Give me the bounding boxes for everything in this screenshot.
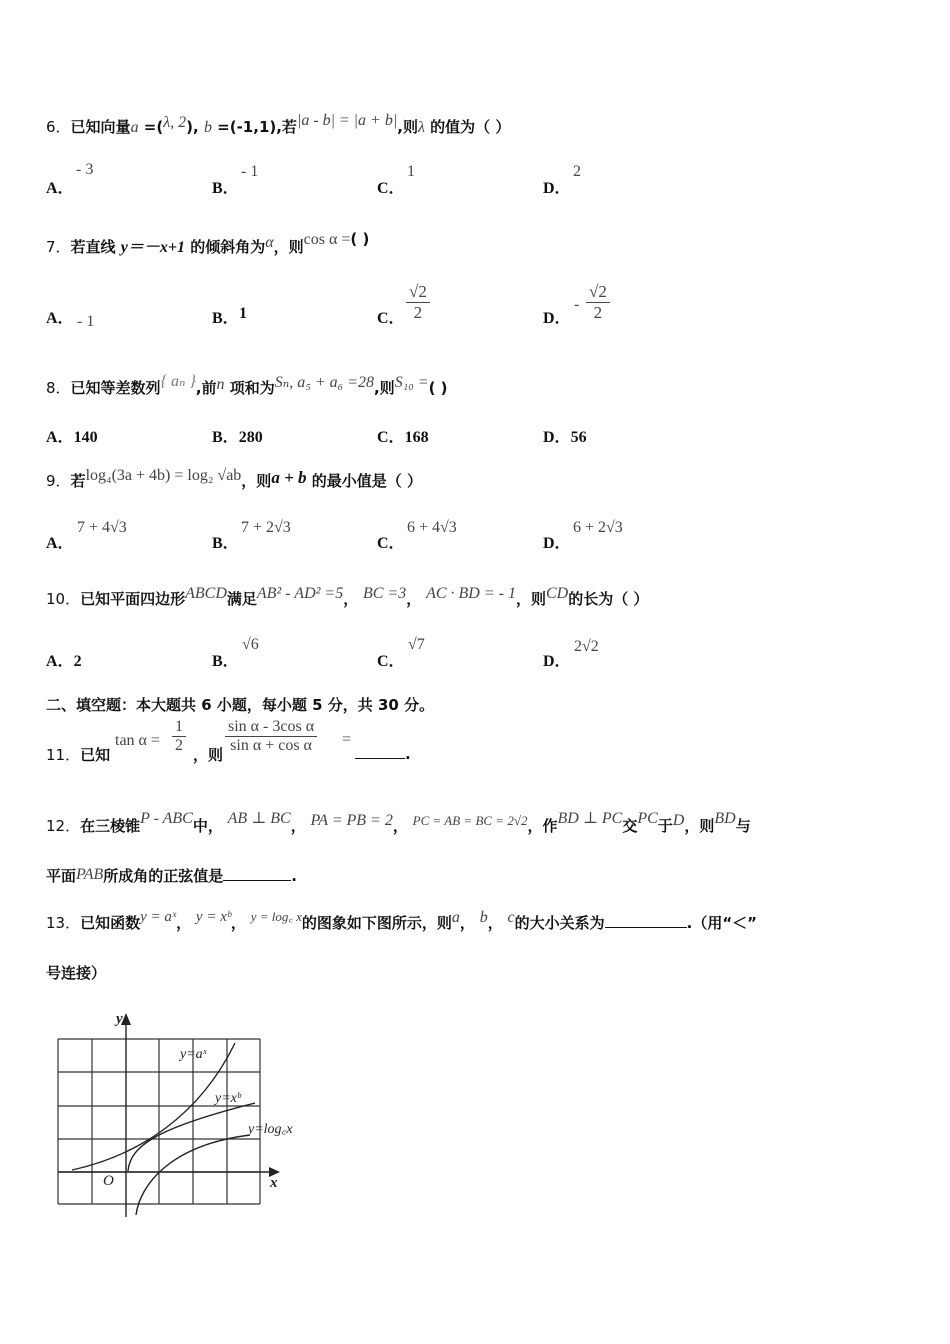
q12-text-4: 交 [622,817,638,835]
q12-condition-1: AB ⊥ BC [227,810,291,827]
q9-option-c-value: 6 + 4√3 [407,519,457,536]
q10-option-c-value: √7 [408,636,425,653]
q9-text-3: 的最小值是（ ） [306,472,422,490]
graph-label-exponential: y=aˣ [180,1047,207,1062]
q7-option-d-label: D． [543,310,571,327]
q10-cd: CD [545,585,569,602]
q9-option-d-label: D． [543,535,571,552]
q9-line [46,467,422,491]
q9-option-b-value: 7 + 2√3 [241,519,291,536]
q8-option-a-label: A． [46,429,74,446]
q6-vector-a: a [130,119,139,136]
q8-option-b-label: B． [212,429,239,446]
q9-text-2: ，则 [241,472,272,490]
q12-text-5: 于 [657,817,673,835]
q8-option-d-label: D． [543,429,571,446]
q8-s10: S₁₀ = [394,374,429,391]
q13-text-4: .（用 [686,914,723,932]
q6-option-a-value: - 3 [76,161,94,178]
q10-text-4: 的长为（ ） [568,590,649,608]
q7-option-c-label: C． [377,310,405,327]
q12-line-1 [46,810,751,836]
q10-condition-3: AC · BD = - 1 [426,585,516,602]
q8-n: n [216,376,225,393]
q13-func-a: y = aˣ [140,909,177,925]
q7-alpha: α [265,234,274,251]
q7-option-b-value: 1 [239,305,247,322]
q6-vector-b: b [203,119,212,136]
q7-option-c-denominator: 2 [413,303,423,322]
q8-condition: , a₅ + a₆ =28 [289,374,374,391]
q6-lambda-2: λ [417,119,425,136]
q10-sep-1: ， [343,590,359,608]
q7-text-3: ，则 [273,238,304,256]
q7-option-d-sign: - [574,296,580,313]
q6-lambda: λ, 2 [163,114,187,131]
q10-condition-2: BC =3 [363,585,407,602]
q11-text-1: 已知 [80,746,111,764]
q9-option-a-label: A． [46,535,74,552]
q7-option-b-label: B． [212,310,239,327]
q10-number: 10． [46,590,81,608]
q13-line-1 [46,909,758,933]
section-2-heading: 二、填空题：本大题共 6 小题，每小题 5 分，共 30 分。 [46,696,435,714]
q7-option-c-numerator: √2 [406,282,430,303]
q6-option-b-value: - 1 [241,163,259,180]
q6-option-c-label: C． [377,180,405,197]
q8-sn: Sₙ [274,374,290,391]
q8-line [46,373,448,398]
q7-option-a-value: - 1 [77,313,95,330]
q12-end: . [291,867,297,885]
q8-option-b [212,424,263,447]
q13-less-than: “＜” [722,914,758,932]
q12-text-1: 在三棱锥 [80,817,141,835]
q8-option-c-value: 168 [404,429,429,446]
q6-text-6: 的值为（ ） [424,118,511,136]
q10-option-a-value: 2 [73,653,82,670]
q7-text-1: 若直线 [70,238,121,256]
q9-option-a-value: 7 + 4√3 [77,519,127,536]
q6-option-c-value: 1 [407,163,415,180]
q10-option-a-label: A． [46,653,74,670]
q11-half-denominator: 2 [175,737,183,754]
q8-option-a [46,424,98,447]
q12-text-2: 中， [192,817,223,835]
q9-number: 9． [46,472,71,490]
q13-text-2: 的图象如下图所示，则 [301,914,452,932]
q7-option-c-fraction [406,282,430,323]
q11-tan-alpha: tan α = [115,732,160,749]
q9-option-d-value: 6 + 2√3 [573,519,623,536]
q13-number: 13． [46,914,81,932]
q13-c: c [507,909,515,926]
q8-text-2: ,前 [195,379,217,397]
q8-text-4: ,则 [373,379,395,397]
q7-line-equation: y＝－x+1 [120,239,186,256]
q11-half [172,718,186,755]
q8-paren: ( ) [428,379,448,397]
q6-number: 6． [46,118,71,136]
q6-text-3: ), [186,118,204,136]
q13-sep-1: ， [176,914,192,932]
q7-line [46,230,370,257]
q6-text-5: ,则 [397,118,418,136]
q12-line-2 [46,865,297,886]
q13-function-graph [50,1005,310,1220]
q13-answer-blank[interactable] [605,913,687,928]
q12-condition-2: PA = PB = 2 [310,812,393,829]
q10-text-1: 已知平面四边形 [80,590,186,608]
q13-text-3: 的大小关系为 [514,914,605,932]
q7-option-d-fraction [586,282,610,323]
q11-equals: = [342,731,352,748]
q8-text-3: 项和为 [224,379,275,397]
q12-text-8: 平面 [46,867,77,885]
q11-ratio-numerator: sin α - 3cos α [225,718,317,737]
q12-pc: PC [637,810,658,827]
q7-text-2: 的倾斜角为 [185,238,266,256]
graph-x-label: x [270,1175,278,1191]
q7-option-d-denominator: 2 [593,303,603,322]
q10-condition-1: AB² - AD² =5 [256,585,344,602]
q12-d: D [672,812,685,829]
q8-option-d [543,424,587,447]
q9-expression: a + b [271,468,307,487]
q10-text-3: ，则 [515,590,546,608]
graph-y-label: y [116,1011,123,1027]
q6-equals: = [339,112,349,129]
q6-option-d-value: 2 [573,163,581,180]
q12-answer-blank[interactable] [223,866,291,881]
q10-option-b-value: √6 [242,636,259,653]
q6-option-a-label: A． [46,180,74,197]
q8-sequence: { aₙ } [160,373,196,390]
q8-option-d-value: 56 [570,429,587,446]
q12-text-7: 与 [735,817,751,835]
q9-text-1: 若 [70,472,86,490]
q13-text-1: 已知函数 [80,914,141,932]
q13-sep-2: ， [230,914,246,932]
q8-option-a-value: 140 [73,429,98,446]
q12-sep-1: ， [290,817,306,835]
q11-ratio [225,718,317,755]
q12-bd: BD [714,810,736,827]
q8-option-b-value: 280 [238,429,263,446]
q7-option-a-label: A． [46,310,74,327]
q6-abs-diff: |a - b| [296,112,336,129]
q8-text-1: 已知等差数列 [70,379,161,397]
q10-option-d-value: 2√2 [574,638,599,655]
q10-text-2: 满足 [226,590,257,608]
q6-line [46,112,511,137]
q12-sep-2: ， [392,817,408,835]
q12-text-3: ，作 [527,817,558,835]
q13-sep-3: ， [459,914,475,932]
q6-text-1: 已知向量 [70,118,131,136]
q9-option-b-label: B． [212,535,239,552]
q7-option-d-numerator: √2 [586,282,610,303]
q12-plane-pab: PAB [76,866,104,883]
q12-number: 12． [46,817,81,835]
q11-answer-blank[interactable] [355,744,411,763]
q10-option-c-label: C． [377,653,405,670]
q13-b: b [479,909,488,926]
q6-option-b-label: B． [212,180,239,197]
q6-text-4: =(-1,1),若 [211,118,297,136]
q8-number: 8． [46,379,71,397]
q10-option-d-label: D． [543,653,571,670]
q11-line [46,744,110,765]
q12-text-9: 所成角的正弦值是 [103,867,224,885]
q9-option-c-label: C． [377,535,405,552]
graph-origin-label: O [103,1173,114,1189]
q11-end: . [405,745,411,763]
q13-line-2: 号连接） [46,964,107,982]
q8-option-c [377,424,429,447]
q12-text-6: ，则 [684,817,715,835]
q12-condition-3: PC = AB = BC = 2√2 [412,813,528,828]
q11-half-numerator: 1 [172,718,186,737]
q7-cos-alpha: cos α = [303,231,351,248]
graph-grid [58,1039,260,1204]
q13-func-c: y = log꜀ x [250,909,302,924]
q13-func-b: y = xᵇ [195,909,231,925]
q11-text-2: ，则 [193,746,224,764]
q11-number: 11． [46,746,81,764]
q9-equation: log₄(3a + 4b) = log₂ √ab [85,467,242,484]
q12-pyramid: P - ABC [140,810,193,827]
q8-option-c-label: C． [377,429,405,446]
q6-text-2: =( [138,118,164,136]
graph-label-log: y=log꜀x [248,1122,293,1137]
graph-label-power: y=xᵇ [215,1091,241,1106]
q12-condition-4: BD ⊥ PC [557,810,623,827]
q10-sep-2: ， [406,590,422,608]
q11-ratio-denominator: sin α + cos α [230,737,312,754]
q10-line [46,585,649,609]
q10-option-b-label: B． [212,653,239,670]
q13-sep-4: ， [487,914,503,932]
q10-option-a [46,648,82,671]
q13-a: a [451,909,460,926]
q7-paren: ( ) [350,230,370,248]
q6-option-d-label: D． [543,180,571,197]
q7-number: 7． [46,238,71,256]
q10-abcd: ABCD [185,585,227,602]
q6-abs-sum: |a + b| [353,112,398,129]
